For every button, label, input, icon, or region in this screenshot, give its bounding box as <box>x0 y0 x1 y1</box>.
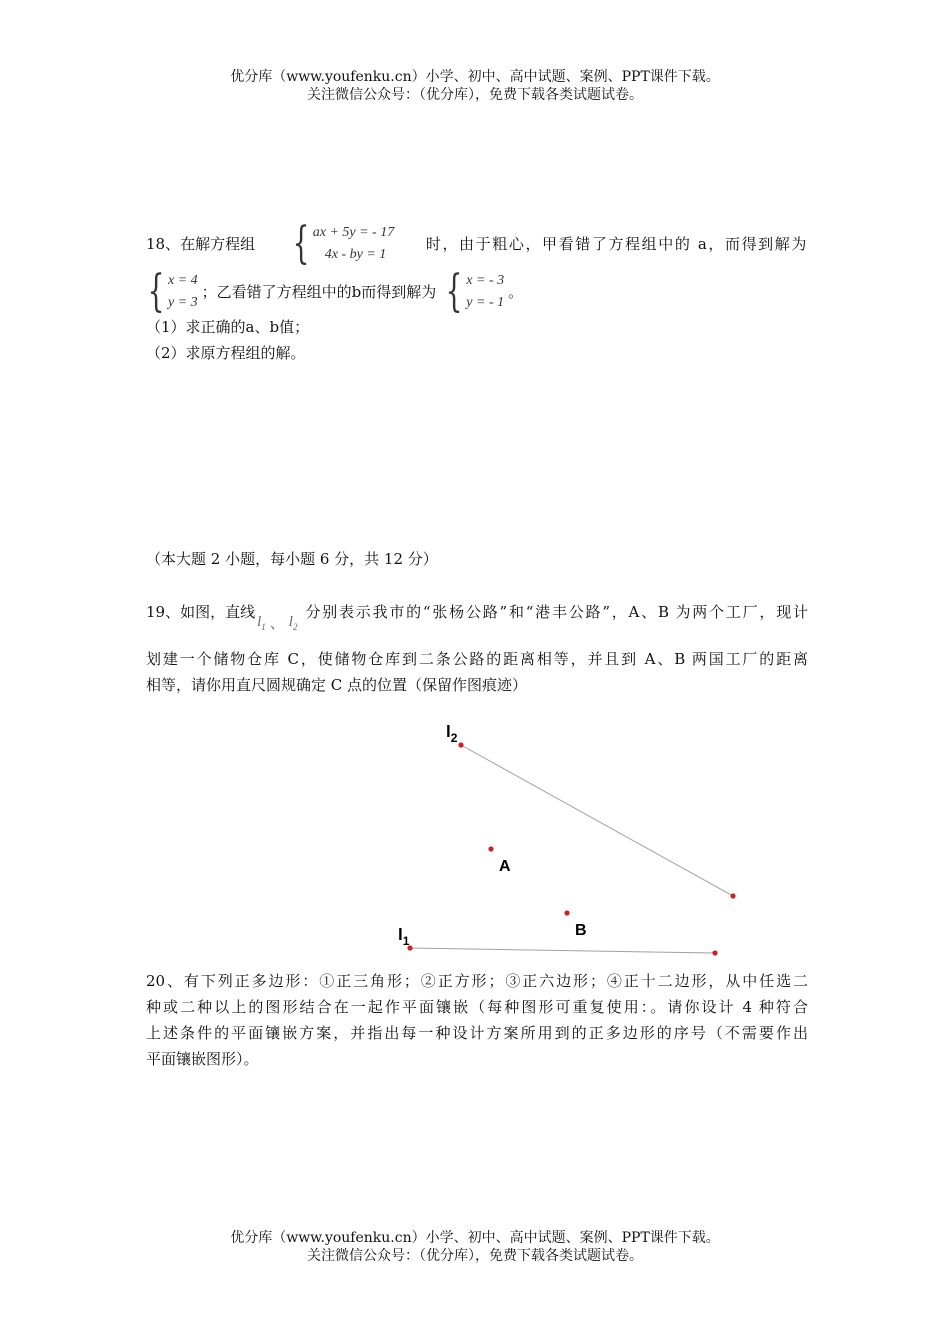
question-20 <box>146 968 808 1072</box>
q20-line-1: 20、有下列正多边形：①正三角形；②正方形；③正六边形；④正十二边形，从中任选二 <box>146 972 808 990</box>
q18-after-system: 时，由于粗心，甲看错了方程组中的 a，而得到解为 <box>425 235 808 253</box>
label-l1: $l_1$ <box>398 925 410 948</box>
brace-icon: { <box>292 218 310 269</box>
q19-line-2: 划建一个储物仓库 C，使储物仓库到二条公路的距离相等，并且到 A、B 两国工厂的距离 <box>146 650 808 668</box>
q18-solution-1-x: x = 4 <box>168 273 198 288</box>
q19-line-label-l1: $l_1$ <box>257 613 266 632</box>
q18-middle: ；乙看错了方程组中的b而得到解为 <box>201 283 437 301</box>
brace-icon: { <box>147 266 165 317</box>
brace-icon: { <box>445 266 463 317</box>
road-l2-endpoint <box>730 893 735 898</box>
footer-line-2: 关注微信公众号：（优分库），免费下载各类试题试卷。 <box>307 1248 643 1264</box>
q18-equation-1: ax + 5y = - 17 <box>312 225 395 240</box>
q19-line-1-rest: 分别表示我市的“张杨公路”和“港丰公路”，A、B 为两个工厂，现计 <box>305 603 808 621</box>
road-l1-line <box>410 948 715 953</box>
section-note: （本大题 2 小题，每小题 6 分，共 12 分） <box>146 550 438 568</box>
q18-solution-1-y: y = 3 <box>168 295 198 310</box>
q20-line-3: 上述条件的平面镶嵌方案，并指出每一种设计方案所用到的正多边形的序号（不需要作出 <box>146 1024 808 1042</box>
road-l1-endpoint <box>712 950 717 955</box>
q18-part-1: （1）求正确的a、b值； <box>146 318 310 336</box>
q19-line-label-l2: $l_2$ <box>288 613 298 632</box>
q20-line-4: 平面镶嵌图形）。 <box>146 1050 259 1068</box>
page-footer <box>0 1229 950 1265</box>
q20-line-2: 种或二种以上的图形结合在一起作平面镶嵌（每种图形可重复使用：。请你设计 4 种符合 <box>146 998 808 1016</box>
header-line-2: 关注微信公众号：（优分库），免费下载各类试题试卷。 <box>307 87 643 103</box>
q18-intro: 18、在解方程组 <box>146 235 256 253</box>
road-l2-endpoint <box>458 742 463 747</box>
label-b: B <box>575 922 587 939</box>
q18-solution-2-x: x = - 3 <box>466 273 505 288</box>
footer-line-1: 优分库（www.youfenku.cn）小学、初中、高中试题、案例、PPT课件下载。 <box>230 1230 720 1246</box>
q19-line-3: 相等，请你用直尺圆规确定 C 点的位置（保留作图痕迹） <box>146 676 528 694</box>
header-line-1: 优分库（www.youfenku.cn）小学、初中、高中试题、案例、PPT课件下载。 <box>230 69 720 85</box>
factory-b-point <box>564 910 569 915</box>
q18-end: 。 <box>508 283 524 301</box>
q19-intro: 19、如图，直线 <box>146 603 256 621</box>
factory-a-point <box>488 846 493 851</box>
q18-equation-2: 4x - by = 1 <box>324 247 387 262</box>
label-l2: $l_2$ <box>446 722 458 745</box>
q18-part-2: （2）求原方程组的解。 <box>146 344 306 362</box>
q18-solution-2-y: y = - 1 <box>466 295 505 310</box>
q19-separator: 、 <box>269 616 285 632</box>
label-a: A <box>499 858 511 875</box>
